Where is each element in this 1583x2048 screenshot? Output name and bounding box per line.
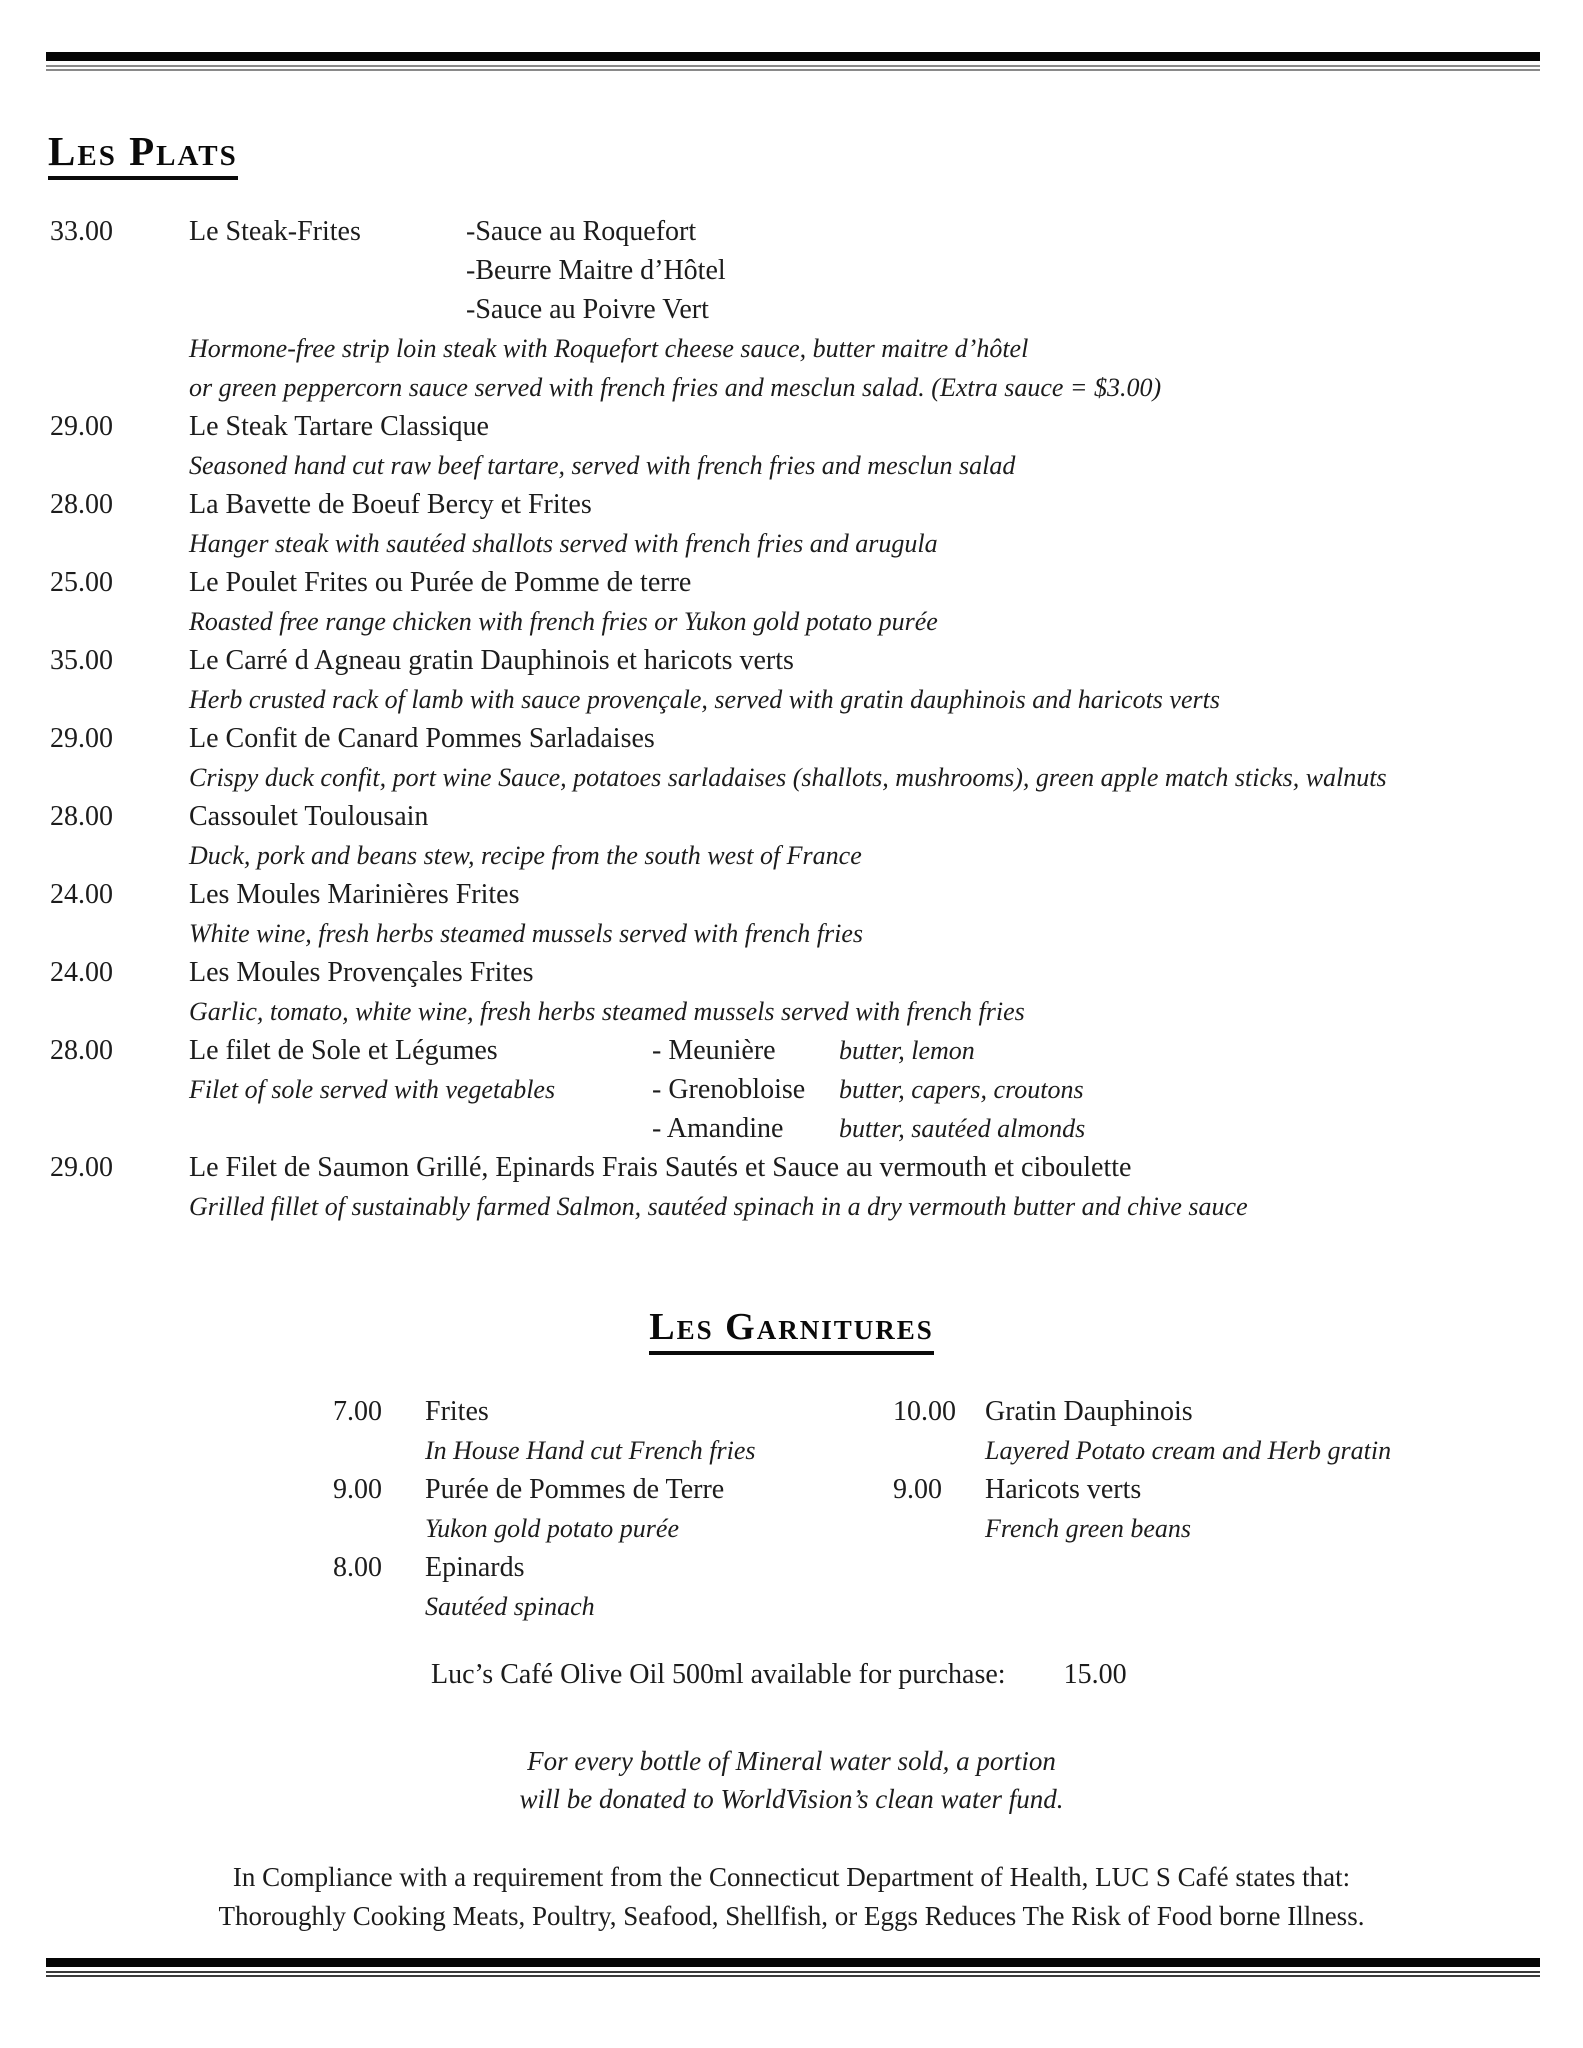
preparation-name: - Meunière (652, 1035, 776, 1066)
item-name: La Bavette de Boeuf Bercy et Frites (189, 489, 592, 520)
compliance-note (0, 1858, 1583, 1936)
item-name: Le Steak-Frites (189, 216, 361, 247)
item-price: 35.00 (50, 645, 113, 676)
top-divider (46, 52, 1540, 71)
item-content (189, 719, 1563, 797)
plat-row (0, 953, 1563, 1031)
olive-oil-note (431, 1655, 1127, 1694)
item-content (189, 1031, 1563, 1148)
plat-row (0, 641, 1563, 719)
spacer-cell (189, 1109, 652, 1148)
item-description: Garlic, tomato, white wine, fresh herbs steamed mussels served with french fries (189, 997, 1025, 1026)
garniture-item (333, 1470, 755, 1548)
item-content (189, 485, 1563, 563)
item-name: Les Moules Provençales Frites (189, 957, 534, 988)
garniture-name: Frites (425, 1396, 489, 1427)
garniture-item (333, 1548, 755, 1626)
garniture-description: Yukon gold potato purée (425, 1514, 679, 1543)
garniture-name: Purée de Pommes de Terre (425, 1474, 725, 1505)
garnitures-heading-wrap (0, 1306, 1583, 1355)
garniture-name-line (893, 1392, 1391, 1431)
garnitures-left-column (333, 1392, 755, 1626)
plat-row (0, 1031, 1563, 1148)
compliance-line: Thoroughly Cooking Meats, Poultry, Seafood, Shellfish, or Eggs Reduces The Risk of Food borne Illness. (218, 1901, 1365, 1931)
preparation-detail: butter, sautéed almonds (839, 1114, 1086, 1143)
garniture-item (893, 1470, 1391, 1548)
item-content (189, 953, 1563, 1031)
bottom-divider-thick-line (46, 1958, 1540, 1967)
item-price: 29.00 (50, 723, 113, 754)
top-divider-thin-line (46, 65, 1540, 71)
garniture-price: 7.00 (333, 1396, 382, 1427)
bottom-divider (46, 1958, 1540, 1977)
plat-row (0, 875, 1563, 953)
item-description: Hormone-free strip loin steak with Roquefort cheese sauce, butter maitre d’hôtel (189, 334, 1029, 363)
item-description: Grilled fillet of sustainably farmed Salmon, sautéed spinach in a dry vermouth butter and chive sauce (189, 1192, 1248, 1221)
garniture-name: Epinards (425, 1552, 525, 1583)
item-name: Cassoulet Toulousain (189, 801, 429, 832)
garnitures-heading: Les Garnitures (649, 1306, 933, 1355)
garniture-description: Layered Potato cream and Herb gratin (985, 1436, 1392, 1465)
plats-section (0, 212, 1563, 1226)
plat-row (0, 797, 1563, 875)
garniture-price: 9.00 (333, 1474, 382, 1505)
item-content (189, 641, 1563, 719)
item-content (189, 563, 1563, 641)
sauce-option: -Sauce au Roquefort (466, 216, 697, 247)
sauce-options (466, 212, 726, 329)
olive-oil-label: Luc’s Café Olive Oil 500ml available for purchase: (431, 1659, 1006, 1690)
item-description: or green peppercorn sauce served with french fries and mesclun salad. (Extra sauce = $3.00) (189, 373, 1162, 402)
water-donation-note (0, 1742, 1583, 1818)
item-price: 29.00 (50, 1152, 113, 1183)
item-description: Filet of sole served with vegetables (189, 1075, 556, 1104)
item-name-line (189, 212, 1563, 329)
item-description: Duck, pork and beans stew, recipe from the south west of France (189, 841, 862, 870)
garniture-name-line (333, 1470, 755, 1509)
garniture-description: In House Hand cut French fries (425, 1436, 756, 1465)
item-price: 28.00 (50, 801, 113, 832)
item-name: Le filet de Sole et Légumes (189, 1035, 498, 1066)
sauce-option: -Beurre Maitre d’Hôtel (466, 255, 726, 286)
garniture-name-line (333, 1548, 755, 1587)
garnitures-right-column (893, 1392, 1391, 1548)
item-name: Le Steak Tartare Classique (189, 411, 489, 442)
item-content (189, 407, 1563, 485)
bottom-divider-thin-line (46, 1971, 1540, 1977)
sauce-option: -Sauce au Poivre Vert (466, 294, 709, 325)
item-price: 24.00 (50, 879, 113, 910)
item-name: Le Poulet Frites ou Purée de Pomme de terre (189, 567, 692, 598)
water-donation-line: will be donated to WorldVision’s clean water fund. (519, 1784, 1064, 1814)
item-description: Hanger steak with sautéed shallots served with french fries and arugula (189, 529, 938, 558)
garniture-price: 8.00 (333, 1552, 382, 1583)
plat-row (0, 719, 1563, 797)
item-description: Herb crusted rack of lamb with sauce provençale, served with gratin dauphinois and haricots verts (189, 685, 1220, 714)
item-name: Le Confit de Canard Pommes Sarladaises (189, 723, 655, 754)
water-donation-line: For every bottle of Mineral water sold, a portion (527, 1746, 1056, 1776)
garniture-name: Haricots verts (985, 1474, 1142, 1505)
item-price: 28.00 (50, 1035, 113, 1066)
item-description: White wine, fresh herbs steamed mussels served with french fries (189, 919, 863, 948)
preparation-name: - Grenobloise (652, 1074, 806, 1105)
plat-row (0, 212, 1563, 407)
compliance-line: In Compliance with a requirement from the Connecticut Department of Health, LUC S Café states that: (232, 1862, 1351, 1892)
item-description: Seasoned hand cut raw beef tartare, served with french fries and mesclun salad (189, 451, 1016, 480)
garniture-name-line (333, 1392, 755, 1431)
preparation-detail: butter, capers, croutons (839, 1075, 1084, 1104)
item-price: 28.00 (50, 489, 113, 520)
garniture-price: 9.00 (893, 1474, 942, 1505)
item-content (189, 212, 1563, 407)
plat-row (0, 485, 1563, 563)
garniture-item (893, 1392, 1391, 1470)
item-description: Roasted free range chicken with french fries or Yukon gold potato purée (189, 607, 938, 636)
preparation-name: - Amandine (652, 1113, 784, 1144)
plat-row (0, 1148, 1563, 1226)
plat-row (0, 407, 1563, 485)
item-content (189, 1148, 1563, 1226)
item-name: Les Moules Marinières Frites (189, 879, 520, 910)
garniture-name: Gratin Dauphinois (985, 1396, 1193, 1427)
item-name: Le Filet de Saumon Grillé, Epinards Frais Sautés et Sauce au vermouth et ciboulette (189, 1152, 1132, 1183)
item-price: 25.00 (50, 567, 113, 598)
item-price: 24.00 (50, 957, 113, 988)
top-divider-thick-line (46, 52, 1540, 61)
plat-row (0, 563, 1563, 641)
garniture-description: French green beans (985, 1514, 1192, 1543)
item-content (189, 797, 1563, 875)
item-price: 33.00 (50, 216, 113, 247)
plats-heading: Les Plats (48, 128, 238, 180)
preparation-detail: butter, lemon (839, 1036, 975, 1065)
item-price: 29.00 (50, 411, 113, 442)
item-description: Crispy duck confit, port wine Sauce, potatoes sarladaises (shallots, mushrooms), green apple match sticks, walnuts (189, 763, 1387, 792)
garniture-item (333, 1392, 755, 1470)
garniture-description: Sautéed spinach (425, 1592, 595, 1621)
garniture-price: 10.00 (893, 1396, 956, 1427)
item-content (189, 875, 1563, 953)
garniture-name-line (893, 1470, 1391, 1509)
item-name: Le Carré d Agneau gratin Dauphinois et haricots verts (189, 645, 794, 676)
olive-oil-price: 15.00 (1063, 1659, 1127, 1690)
